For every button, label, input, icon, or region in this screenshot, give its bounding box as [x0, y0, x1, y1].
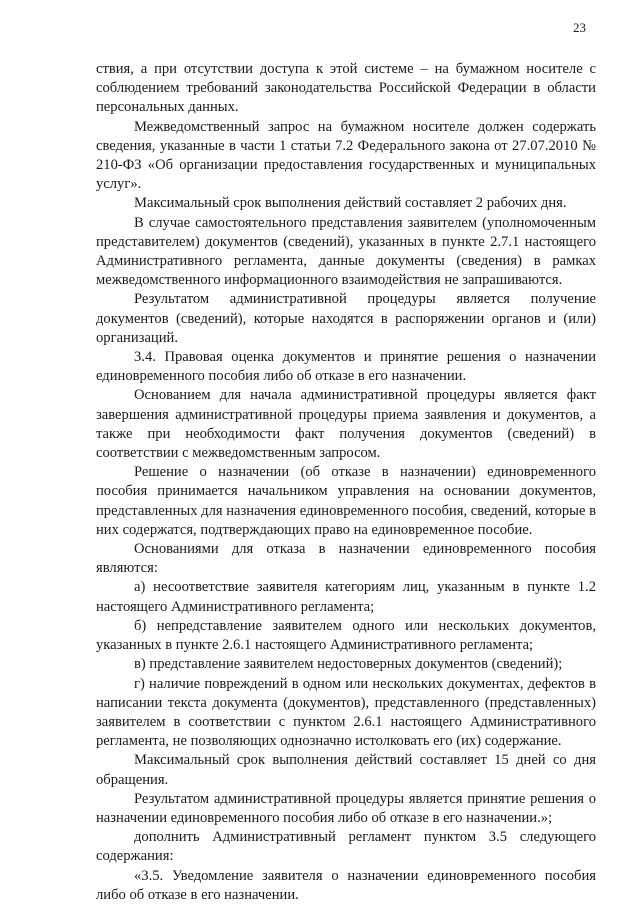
- paragraph: Максимальный срок выполнения действий составляет 15 дней со дня обращения.: [96, 752, 596, 788]
- paragraph: Результатом административной процедуры является получение документов (сведений), которые находятся в распоряжении органов и (или) организаций.: [96, 291, 596, 346]
- paragraph: Межведомственный запрос на бумажном носителе должен содержать сведения, указанные в части 1 статьи 7.2 Федерального закона от 27.07.2010 № 210-ФЗ «Об организации предоставления государственных и муниципальных услуг».: [96, 118, 596, 193]
- list-item: а) несоответствие заявителя категориям лиц, указанным в пункте 1.2 настоящего Административного регламента;: [96, 579, 596, 615]
- page-number: 23: [573, 20, 586, 35]
- paragraph: Максимальный срок выполнения действий составляет 2 рабочих дня.: [134, 195, 567, 212]
- paragraph: Результатом административной процедуры является принятие решения о назначении единовременного пособия либо об отказе в его назначении.»;: [96, 790, 596, 826]
- section-heading: 3.4. Правовая оценка документов и принятие решения о назначении единовременного пособия либо об отказе в его назначении.: [96, 349, 596, 385]
- paragraph: В случае самостоятельного представления заявителем (уполномоченным представителем) документов (сведений), указанных в пункте 2.7.1 настоящего Административного регламента, данные документы (сведения) в рамках межведомственного информационного взаимодействия не запрашиваются.: [96, 214, 596, 289]
- list-item: б) непредставление заявителем одного или нескольких документов, указанных в пункте 2.6.1 настоящего Административного регламента;: [96, 617, 596, 654]
- list-item: в) представление заявителем недостоверных документов (сведений);: [134, 656, 563, 673]
- document-body: [96, 60, 596, 905]
- paragraph: дополнить Административный регламент пунктом 3.5 следующего содержания:: [96, 829, 596, 865]
- paragraph: Основаниями для отказа в назначении единовременного пособия являются:: [96, 541, 596, 577]
- list-item: г) наличие повреждений в одном или нескольких документах, дефектов в написании текста документа (документов), представленного (представленных) заявителем в соответствии с пунктом 2.6.1 настоящего Административного регламента, не позволяющих однозначно истолковать его (их) содержание.: [96, 675, 596, 750]
- paragraph: Основанием для начала административной процедуры является факт завершения административной процедуры приема заявления и документов, а также при необходимости факт получения документов (сведений) в соответствии с межведомственным запросом.: [96, 387, 596, 462]
- paragraph: ствия, а при отсутствии доступа к этой системе – на бумажном носителе с соблюдением требований законодательства Российской Федерации в области персональных данных.: [96, 61, 596, 116]
- paragraph: «3.5. Уведомление заявителя о назначении единовременного пособия либо об отказе в его назначении.: [96, 867, 596, 903]
- paragraph: Решение о назначении (об отказе в назначении) единовременного пособия принимается начальником управления на основании документов, представленных для назначения единовременного пособия, сведений, которые в них содержатся, подтверждающих право на единовременное пособие.: [96, 464, 597, 538]
